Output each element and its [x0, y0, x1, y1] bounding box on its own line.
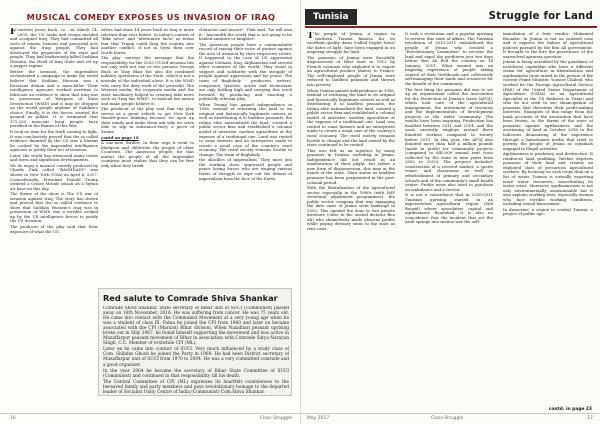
page-number: 16: [10, 416, 16, 421]
obituary-box: [98, 288, 292, 396]
paragraph: It took no time for the truth coming to light. It was conclusively proved that the so called evidence flaunted by the US was a blatant lie cooked by the imperialist intelligence agencies to justify their act of invasion.: [10, 129, 98, 153]
article-headline: MUSICAL COMEDY EXPOSES US INVASION OF IRAQ: [26, 12, 276, 22]
paragraph: Fourteen years back, i.e., on March 14, 2003, the US tanks and troops invaded and occupied Iraq. They had committed all sorts of crimes, heinous and genocidal acts against the Iraqi people. They had destroyed the properties of the state and people. They had barbarously killed Saddam Hussein, the Head of Iraq State and set up a puppet regime.: [10, 28, 98, 69]
paragraph: We do enjoy a musical comedy produced by Charlie Fink called "BAGHDADY" was shown in New York (USA) on April 6, 2017. Coincidentally, President Donald Trump ordered a Cruise Missile attack on a Syrian air base on this day.: [10, 162, 98, 191]
section-label: Tunisia: [305, 9, 357, 25]
paragraph: Jemna is being assaulted by the guardians of neoliberal capitalism who have a different vision for agriculture in liberalization and agribusiness (now raised in the person of the current Prime Minister, Youssef Chahed, who worked for the Foreign Agricultural Service (FAS) of the United States Department of Agriculture (USDA) as an Agricultural Specialist at the US Embassy in Tunis) and who do not wish to see emancipation of peasants that threatens their profit-making interests. Examples of this range from the bank accounts of the association that have been frozen, to the threat of the wave of peasants against agribusiness and the auctioning of land in October 2016 to the ludicrous demonizing of the experience through a harassment media that tried to portray the people of Jemna as criminals engaged in illegal activities.: [503, 59, 593, 151]
right-page: [300, 0, 600, 424]
paragraph: Before the invasion, the imperialists orchestrated a campaign to make the world believe that Saddam Hussein was a ferocious demon and a mass-killer. Their intelligence agencies worked overtime to fabricate an evidence to show that Iraq was in possession of Weapons of Mass Destruction (WMD) and it may be dropped on the world people anytime of Saddam's choice. Finally, it is the forces created the ground as pillars. It is estimated that 172,253 innocent Iraqi people have perished in the flames of this War.: [10, 68, 98, 129]
paragraph: When Trump has gained independence in 1956, instead of returning the land to its original and historically legitimate owners as well as distributing it to landless peasants, the ruling elite nationalized the land, created a public sector firm and established a colonial model of intensive, modern agriculture at the expense of a traditional one. Land was rented to some farmers and an enterprises made to create a usual case of the country's rural economy. The rural society remains hostile to change. The team of Baghdady.: [199, 101, 292, 157]
article-column-3: [503, 32, 593, 404]
paragraph: character and sincere". Fink said, "he will own it." Awoundth the world that is not going to be healed antinare or laughter".: [199, 28, 292, 42]
paragraph: When Tunisia gained independence in 1956, instead of returning the land to its original and historically legitimate owners as well as distributing it to landless peasants, the ruling elite nationalized the land, created a public sector firm and established a colonial model of intensive, modern agriculture at the expense of a traditional one. Land was rented to some farmers and an enterprises made to create a usual case of the country's rural economy. The rural society remains hostile to change and the land owned by the state continued to be rented.: [307, 87, 395, 148]
issue-date: May 2017: [307, 416, 330, 421]
obituary-body: [103, 306, 289, 394]
paragraph: With the liberalization of the agricultural sector, especially in the 1980s (with IMF structural adjustment programmes), the public sector company that was managing the date oasis of Jemna went bankrupt in 2002. This opened the door to two private investors (close to the ousted dictator Ben Ali) who shamelessly made obscene profits while paying derisory sums to the state as rent costs.: [307, 185, 395, 231]
article-column-1: [10, 28, 98, 406]
paragraph: The American people have a commendable record of raising their voice of protest against the acts of invasion by their respective rulers. It happened in the case of US aggression against Vietnam, Iraq, Afghanistan and several other countries of the world. They stood in support and solidarity with the struggle of people against aggression and for peace. The team of Baghdady - producers, writers, composers, lyricists, actors and technicians are only holding high and carrying this torch forward by producing and enacting a politically relevant play.: [199, 41, 292, 102]
obituary-title: Red salute to Comrade Shiva Shankar: [103, 293, 278, 303]
continued-note: contd on page 18: [101, 134, 139, 140]
article-column-3: [199, 28, 292, 284]
paragraph: The peasants of Jemna were forcefully dispossessed of their land in 1912 by French colonists who exploited it to export an agricultural product (dates) to France. The self-employed people of Jemna were reduced to landless peasants and thrown into poverty.: [307, 54, 395, 88]
paragraph: This was felt as an injustice by many peasants in Tunisia, including in Jemna. Independence did not result in an amelioration of their plight, but rather a new form of dispossession, this time at the hands of the state. Their status as landless peasants has been perpetuated in the post-colonial period.: [307, 147, 395, 185]
page-footer: [301, 413, 600, 424]
paragraph: In Kasserine, a region in central Tunisia, a project of public agr...: [503, 206, 593, 217]
paragraph: The Central Committee of CPI (ML) expresses its heartfelt condolences to the bereaved family and party members and pays revolutionary homage to the departed leader of Socialist Unity Centre of India (Communist) Com.Shiva Shankar.: [103, 379, 289, 394]
article-column-2: [405, 32, 493, 410]
paragraph: The first thing the peasants did was to set up an organization called the Association for the Protection of Jemna's Oasis (APOJ), which took care of the agricultural management, the investment of revenues and the implementation of development projects in the wider community. The results have been inspiring. Production has doubled between 2011 and 2014, and the oasis currently employs around three hundred workers compared to twenty before 2011. In this year, the APOJ also donated more than half a million pounds (made in profit) for community projects (compared to 640,000 annual rent costs collected by the state in nine years from 2002 to 2010). The projects included: construction of a covered market, a sports venue, and classrooms as well as refurbishment of primary and secondary schools and of the community's small health centre. Profits were also used to purchase an ambulance and a tractor.: [405, 86, 493, 192]
paragraph: In the year 2004 he became the secretary of Bihar State Committee of SUCI (Communist) and continued in that responsibility till his death.: [103, 368, 289, 379]
page-number: 17: [587, 416, 593, 421]
headline-divider: [10, 24, 292, 25]
paragraph: The theme of the show is The US war of invasion against Iraq. The story has shown and proved that the so called evidence to show that Saddam Hussein's Iraq was in possession of WMD was a terrible cooked up by the US intelligence forces to justify the US invasion.: [10, 191, 98, 224]
article-column-1: [307, 32, 395, 410]
paragraph: rulers had done 14 years back in Iraq is more relevant than ever before. In today's context of "fake news" and "alternative facts" as terms fear that Trump could drag the country into another conflict, if not in Syria then over North Korea.: [101, 28, 194, 55]
paragraph: It is not a coincidence that in 2010-2011 Tunisian uprising started in an impoverished agricultural region (Sidi Bouzid) where speculative capital and agribusiness flourished. It is also no coincidence that the incident that set the Arab springs into motion was the self-: [405, 192, 493, 225]
paragraph: Comrade Shiva Shankar, State secretary of Bihar unit of SUCI (Communist) passed away on 16th November, 2016. He was suffering from cancer. He was 75 years old. He came into contact with the Communist Movement at a very young age when he was a student of class IX. Patna he joined the CPI from 1960 and later on became associated with the CPI (Marxist) Bihar division. When Naxalbari peasant uprising broke out in May 1967, he found himself supporting the movement and was active in Muzaffarpur peasant movement of Bihar in association with Comrade Satya Narayan Singh, C.C. Member of erstwhile CPI (ML).: [103, 306, 289, 347]
paragraph: the shackles of imperialism. They must join the working class, oppressed people and peace loving forces who are waging various forms of struggle to wipe out the demon of imperialism from the face of the Earth.: [199, 157, 292, 181]
paragraph: The people of Jemna, a region in southern Tunisia famous for its excellent quality dates (called Deglet Nour) the dates of light, have been engaged in an inspiring struggle for land.: [307, 32, 395, 55]
paragraph: Agribusiness is predatory and destructive. It reinforces land grabbing, further deprives peasants of their land and creates an exploited class of precarious agricultural workers. By focusing on cash crops than on a list of water, Tunisia is virtually exporting more water resources, exacerbating its water crisis. Moreover, agribusinesses is not only environmentally unsustainable but it also exploits working lives, especially women who face terrible working conditions, including sexual harassment.: [503, 151, 593, 207]
continued-note: contd. in page 23: [548, 407, 592, 412]
paragraph: Later on he came into contact of SUCI. Very much influenced by a study class of Com. Shibdas Ghosh he joined the Party in 1969. He had been District secretary of Muzaffarpur unit of SUCI from 1970 to 2004. He was a very committed comrade and a good organizer.: [103, 347, 289, 368]
publication-name: Class Struggle: [431, 416, 464, 421]
headline-divider: [305, 26, 597, 28]
paragraph: immolation of a fruit vendor: Mohamed Bouazizi. In Jemna is not an isolated case and it exposes the failure of agricultural policies pursued by the Ben Ali government. It brought to the fore the persistence of the unresolved agrarian question.: [503, 32, 593, 59]
paragraph: The producer of the play said that their exposure of what the US: [10, 223, 98, 234]
page-footer: [0, 413, 300, 424]
paragraph: The play conveys the message that the responsibility for the 2003 US led invasion lies not only with not one or two persons George Bush or Tony Blair but also the combined military operations of the State, which is not a mistake of the individual alone. It is the WMD who carry the dirty work of the powerful. The Western media, the corporate media and the state machinery helped in creating fake news such as "Iraq has WMD", to mislead the nation and make people believe it.: [101, 55, 194, 106]
article-banner: [301, 9, 600, 25]
paragraph: A one-note thriller: In their urge it went to bludgeon and obliterate the people of other Countries. The American people, for that matter the people of all the imperialist countries must realize that they can be free only when they break: [101, 140, 194, 168]
paragraph: Later, the world has witnessed many twists and turns and significant developments.: [10, 152, 98, 163]
article-headline: Struggle for Land: [488, 11, 593, 22]
paragraph: The producer of the play said that the play serves as a great vehicle to get New York theatre-goers thinking because we open up their minds and make them ask why we were able to slip in substance-story, a piece of drama,: [101, 106, 194, 135]
article-column-2: [101, 28, 194, 284]
paragraph: It took a revolution and a popular uprising to reverse this state of affairs. The Tunisian revolution of 2010-2011 emboldened the people of Jemna who created a "Revolutionary Committee" to recover the land and expel the profiteers just two days before Ben Ali fled the country on 14 January, 2011. What ensued was an inspiring experience of people taking control of their livelihoods and collectively self-managing their lands and resources for the benefit of the community.: [405, 32, 493, 87]
publication-name: Class Struggle: [259, 416, 292, 421]
